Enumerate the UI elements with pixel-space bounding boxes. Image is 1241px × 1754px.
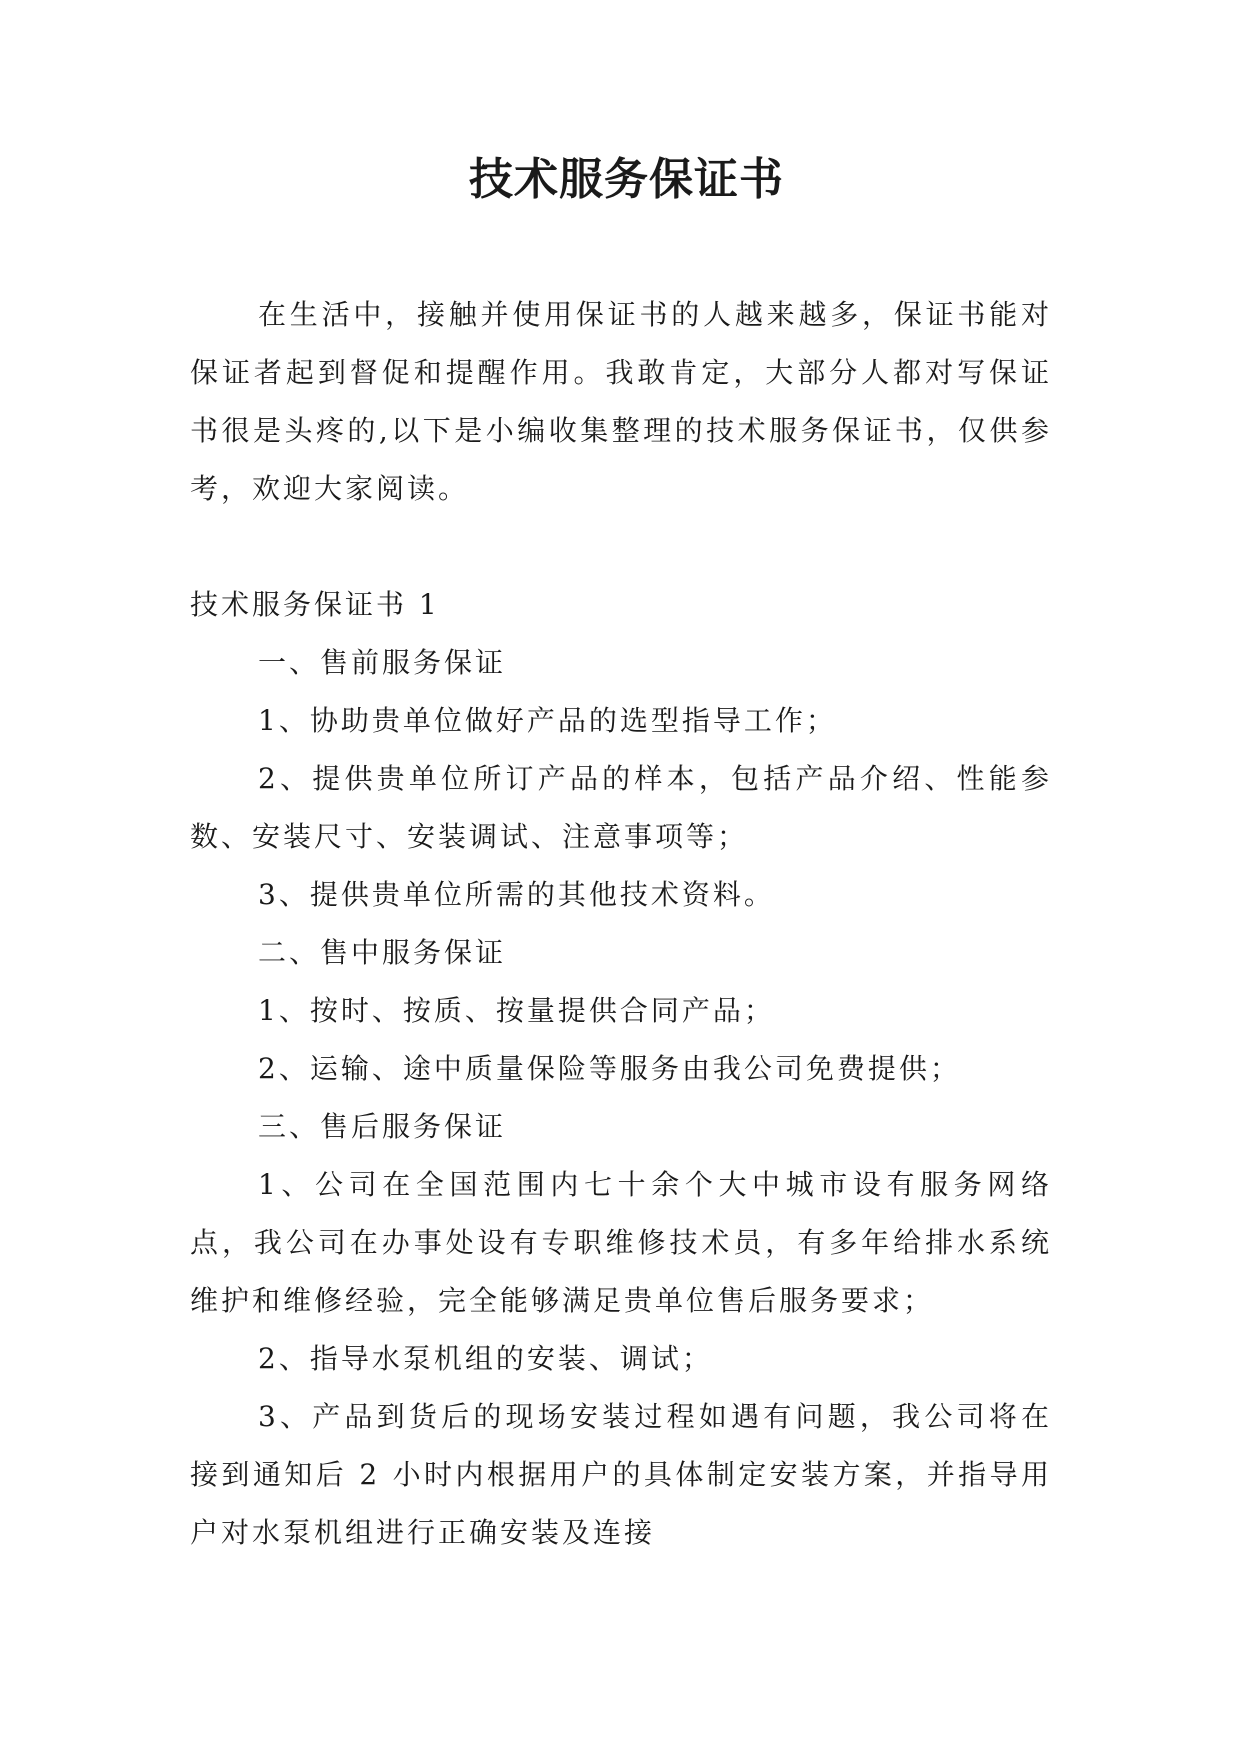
section-heading: 技术服务保证书 1 — [190, 588, 440, 621]
paragraph: 二、售中服务保证 — [258, 936, 507, 969]
paragraph: 1、按时、按质、按量提供合同产品； — [258, 994, 775, 1027]
paragraph: 1、协助贵单位做好产品的选型指导工作； — [258, 704, 837, 737]
paragraph: 2、运输、途中质量保险等服务由我公司免费提供； — [258, 1052, 961, 1085]
paragraph: 3、产品到货后的现场安装过程如遇有问题，我公司将在接到通知后 2 小时内根据用户的具体制定安装方案，并指导用户对水泵机组进行正确安装及连接 — [190, 1400, 1052, 1549]
paragraph: 一、售前服务保证 — [258, 646, 507, 679]
paragraph: 1、公司在全国范围内七十余个大中城市设有服务网络点，我公司在办事处设有专职维修技术员，有多年给排水系统维护和维修经验，完全能够满足贵单位售后服务要求； — [190, 1168, 1052, 1317]
intro-paragraph: 在生活中，接触并使用保证书的人越来越多，保证书能对保证者起到督促和提醒作用。我敢肯定，大部分人都对写保证书很是头疼的,以下是小编收集整理的技术服务保证书，仅供参考，欢迎大家阅读。 — [190, 298, 1052, 505]
paragraph: 3、提供贵单位所需的其他技术资料。 — [258, 878, 775, 911]
paragraph: 2、指导水泵机组的安装、调试； — [258, 1342, 713, 1375]
paragraph: 2、提供贵单位所订产品的样本，包括产品介绍、性能参数、安装尺寸、安装调试、注意事项等； — [190, 762, 1052, 853]
document-body — [190, 286, 1052, 1562]
document-title: 技术服务保证书 — [469, 154, 784, 205]
paragraph: 三、售后服务保证 — [258, 1110, 507, 1143]
